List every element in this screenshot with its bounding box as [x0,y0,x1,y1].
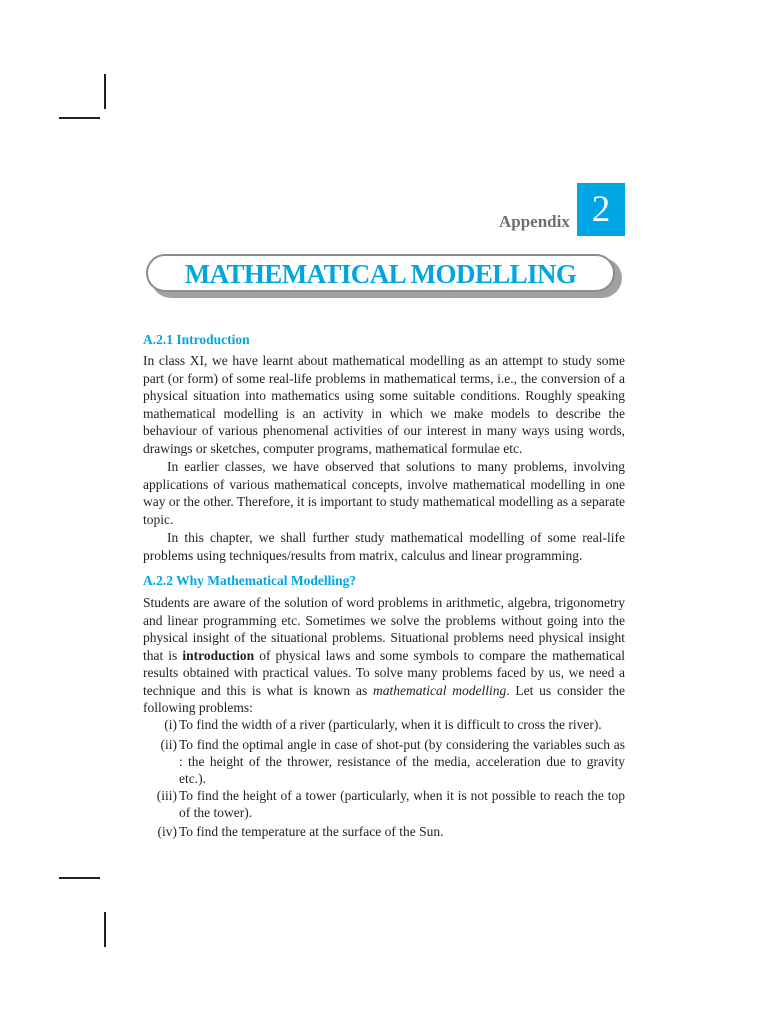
appendix-label: Appendix [499,212,570,231]
list-item-number: (iii) [156,788,177,803]
list-item-text: To find the height of a tower (particularly, when it is not possible to reach the top of the tower). [179,788,625,820]
section-heading-introduction: A.2.1 Introduction [143,332,250,347]
text-run: Students are aware of the solution of word problems in arithmetic, algebra, trigonometry and linear programming etc. Sometimes we solve the problems without going into the physical insight of the situational problems. Situational problems need physical insight that is [143,595,625,663]
italic-term: mathematical modelling [372,682,507,698]
text-run: . Let us consider the following problems: [143,682,625,715]
paragraph: In earlier classes, we have observed that solutions to many problems, involving applications of various mathematical concepts, involve mathematical modelling in one way or the other. Therefore, it is important to study mathematical modelling as a separate topic. [143,459,625,527]
crop-mark-bottom-horizontal [59,877,100,879]
title-banner [146,254,615,292]
crop-mark-top-horizontal [59,117,100,119]
section-heading-why-modelling: A.2.2 Why Mathematical Modelling? [143,573,357,588]
section-why-modelling-body [143,594,625,717]
paragraph: In class XI, we have learnt about mathematical modelling as an attempt to study some part (or form) of some real-life problems in mathematical terms, i.e., the conversion of a physical situation into mathematics using some suitable conditions. Roughly speaking mathematical modelling is an activity in which we make models to describe the behaviour of various phenomenal activities of our interest in many ways using words, drawings or sketches, computer programs, mathematical formulae etc. [143,353,625,456]
text-run: of physical laws and some symbols to compare the mathematical results obtained with practical values. To solve many problems faced by us, we need a technique and this is what is known as [143,647,625,698]
appendix-number-badge: 2 [577,183,625,236]
list-item-text: To find the temperature at the surface of the Sun. [179,824,444,839]
paragraph [143,594,625,717]
page-title: MATHEMATICAL MODELLING [184,259,577,289]
list-item-number: (ii) [160,737,177,752]
section-introduction-body [143,352,625,564]
paragraph: In this chapter, we shall further study mathematical modelling of some real-life problems using techniques/results from matrix, calculus and linear programming. [143,530,625,563]
bold-term: introduction [182,647,255,663]
crop-mark-bottom-vertical [104,912,106,947]
list-item-number: (iv) [157,824,177,839]
list-item-number: (i) [164,717,177,732]
list-item-text: To find the optimal angle in case of shot-put (by considering the variables such as : the height of the thrower, resistance of the media, acceleration due to gravity etc.). [179,737,625,786]
list-item-text: To find the width of a river (particularly, when it is difficult to cross the river). [179,717,602,732]
crop-mark-top-vertical [104,74,106,109]
